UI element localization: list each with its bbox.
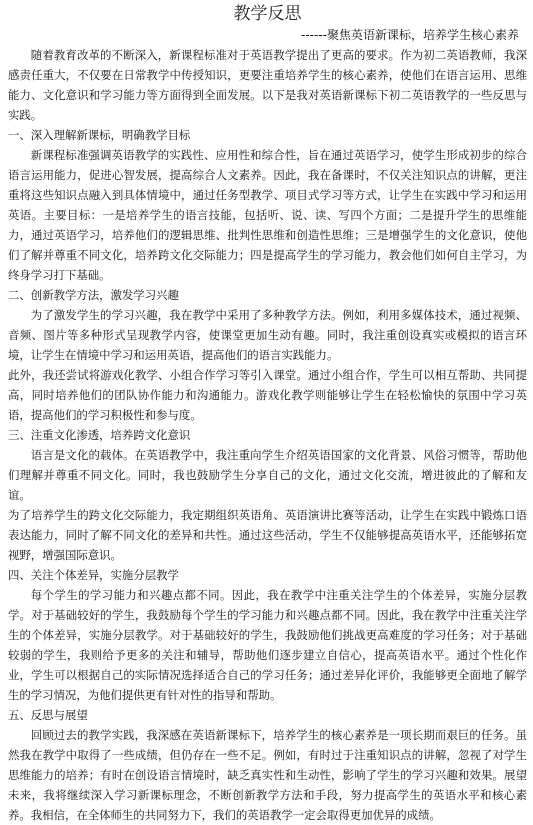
document-subtitle: ------聚焦英语新课标，培养学生核心素养 <box>301 28 519 42</box>
section-paragraph: 回顾过去的教学实践，我深感在英语新课标下，培养学生的核心素养是一项长期而艰巨的任务。虽然我在教学中取得了一些成绩，但仍存在一些不足。例如，有时过于注重知识点的讲解，忽视了对学生思维能力的培养；有时在创设语言情境时，缺乏真实性和生动性，影响了学生的学习兴趣和效果。展望未来，我将继续深入学习新课标理念，不断创新教学方法和手段，努力提高学生的英语水平和核心素养。我相信，在全体师生的共同努力下，我们的英语教学一定会取得更加优异的成绩。 <box>8 728 527 822</box>
document-title: 教学反思 <box>233 4 302 24</box>
section-paragraph: 为了激发学生的学习兴趣，我在教学中采用了多种教学方法。例如，利用多媒体技术，通过视频、音频、图片等多种形式呈现教学内容，使课堂更加生动有趣。同时，我注重创设真实或模拟的语言环境，让学生在情境中学习和运用英语，提高他们的语言实践能力。 <box>8 308 527 362</box>
section-heading: 二、创新教学方法，激发学习兴趣 <box>8 288 179 302</box>
section-paragraph: 新课程标准强调英语教学的实践性、应用性和综合性，旨在通过英语学习，使学生形成初步的综合语言运用能力，促进心智发展，提高综合人文素养。因此，我在备课时，不仅关注知识点的讲解，更注重将这些知识点融入到具体情境中，通过任务型教学、项目式学习等方式，让学生在实践中学习和运用英语。主要目标：一是培养学生的语言技能，包括听、说、读、写四个方面；二是提升学生的思维能力，通过英语学习，培养他们的逻辑思维、批判性思维和创造性思维；三是增强学生的文化意识，使他们了解并尊重不同文化，培养跨文化交际能力；四是提高学生的学习能力，教会他们如何自主学习，为终身学习打下基础。 <box>8 148 527 282</box>
section-heading: 五、反思与展望 <box>8 708 88 722</box>
section-paragraph: 为了培养学生的跨文化交际能力，我定期组织英语角、英语演讲比赛等活动，让学生在实践中锻炼口语表达能力，同时了解不同文化的差异和共性。通过这些活动，学生不仅能够提高英语水平，还能够拓宽视野，增强国际意识。 <box>8 508 527 562</box>
section-heading: 三、注重文化渗透，培养跨文化意识 <box>8 428 191 442</box>
section-heading: 一、深入理解新课标，明确教学目标 <box>8 128 191 142</box>
section-paragraph: 语言是文化的载体。在英语教学中，我注重向学生介绍英语国家的文化背景、风俗习惯等，帮助他们理解并尊重不同文化。同时，我也鼓励学生分享自己的文化，通过文化交流，增进彼此的了解和友谊。 <box>8 448 527 502</box>
section-paragraph: 每个学生的学习能力和兴趣点都不同。因此，我在教学中注重关注学生的个体差异，实施分层教学。对于基础较好的学生，我鼓励每个学生的学习能力和兴趣点都不同。因此，我在教学中注重关注学生的个体差异，实施分层教学。对于基础较好的学生，我鼓励他们挑战更高难度的学习任务；对于基础较弱的学生，我则给予更多的关注和辅导，帮助他们逐步建立自信心，提高英语水平。通过个性化作业，学生可以根据自己的实际情况选择适合自己的学习任务；通过差异化评价，我能够更全面地了解学生的学习情况，为他们提供更有针对性的指导和帮助。 <box>8 588 527 702</box>
section-paragraph: 此外，我还尝试将游戏化教学、小组合作学习等引入课堂。通过小组合作，学生可以相互帮助、共同提高，同时培养他们的团队协作能力和沟通能力。游戏化教学则能够让学生在轻松愉快的氛围中学习英语，提高他们的学习积极性和参与度。 <box>8 368 527 422</box>
section-heading: 四、关注个体差异，实施分层教学 <box>8 568 179 582</box>
intro-paragraph: 随着教育改革的不断深入，新课程标准对于英语教学提出了更高的要求。作为初二英语教师，我深感责任重大，不仅要在日常教学中传授知识，更要注重培养学生的核心素养，使他们在语言运用、思维能力、文化意识和学习能力等方面得到全面发展。以下是我对英语新课标下初二英语教学的一些反思与实践。 <box>8 48 527 122</box>
